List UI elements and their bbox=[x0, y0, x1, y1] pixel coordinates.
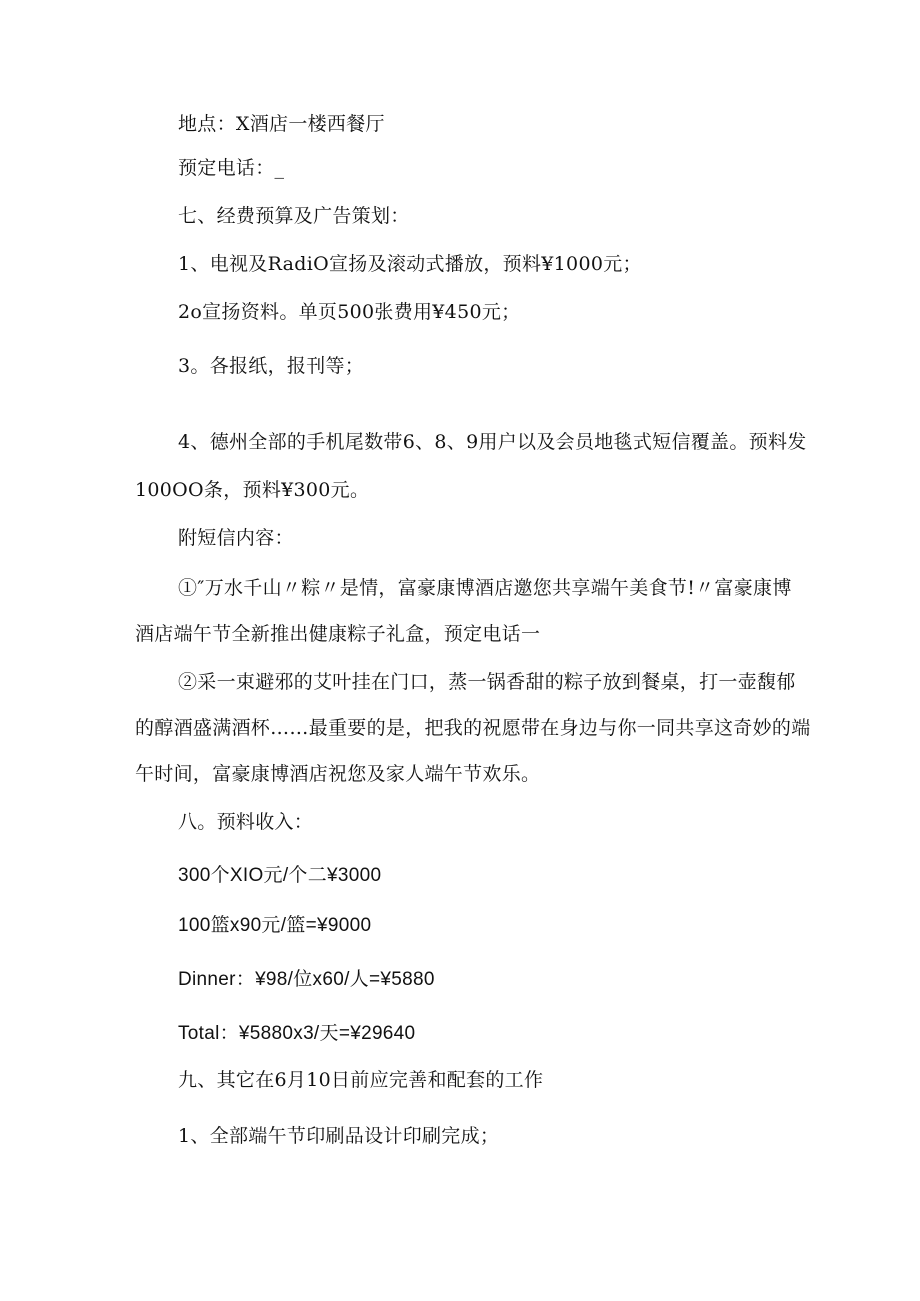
sms-1-line-2: 酒店端午节全新推出健康粽子礼盒，预定电话一 bbox=[135, 623, 541, 645]
budget-item-3: 3。各报纸，报刊等； bbox=[178, 355, 365, 377]
venue-line: 地点：X酒店一楼西餐厅 bbox=[178, 113, 385, 135]
booking-phone-line: 预定电话：_ bbox=[178, 157, 285, 179]
sms-1-line-1: ①″万水千山〃粽〃是情，富豪康博酒店邀您共享端午美食节!〃富豪康博 bbox=[178, 577, 792, 599]
income-dinner: Dinner：¥98/位x60/人=¥5880 bbox=[178, 969, 435, 990]
budget-item-4-line-1: 4、德州全部的手机尾数带6、8、9用户以及会员地毯式短信覆盖。预料发 bbox=[178, 431, 807, 453]
sms-2-line-3: 午时间，富豪康博酒店祝您及家人端午节欢乐。 bbox=[135, 763, 541, 785]
sms-2-line-1: ②采一束避邪的艾叶挂在门口，蒸一锅香甜的粽子放到餐桌，打一壶馥郁 bbox=[178, 671, 796, 693]
section-eight-heading: 八。预料收入： bbox=[178, 811, 314, 833]
section-seven-heading: 七、经费预算及广告策划： bbox=[178, 205, 410, 227]
sms-content-heading: 附短信内容： bbox=[178, 527, 294, 549]
sms-2-line-2: 的醇酒盛满酒杯……最重要的是，把我的祝愿带在身边与你一同共享这奇妙的端 bbox=[135, 717, 811, 739]
budget-item-2: 2o宣扬资料。单页500张费用¥450元； bbox=[178, 301, 521, 323]
budget-item-1: 1、电视及RadiO宣扬及滚动式播放，预料¥1000元； bbox=[178, 253, 642, 275]
income-item-1: 300个XIO元/个二¥3000 bbox=[178, 865, 382, 886]
income-item-2: 100篮x90元/篮=¥9000 bbox=[178, 915, 372, 936]
income-total: Total：¥5880x3/天=¥29640 bbox=[178, 1023, 416, 1044]
task-item-1: 1、全部端午节印刷品设计印刷完成； bbox=[178, 1125, 500, 1147]
budget-item-4-line-2: 100OO条，预料¥300元。 bbox=[135, 479, 370, 501]
section-nine-heading: 九、其它在6月10日前应完善和配套的工作 bbox=[178, 1069, 544, 1091]
